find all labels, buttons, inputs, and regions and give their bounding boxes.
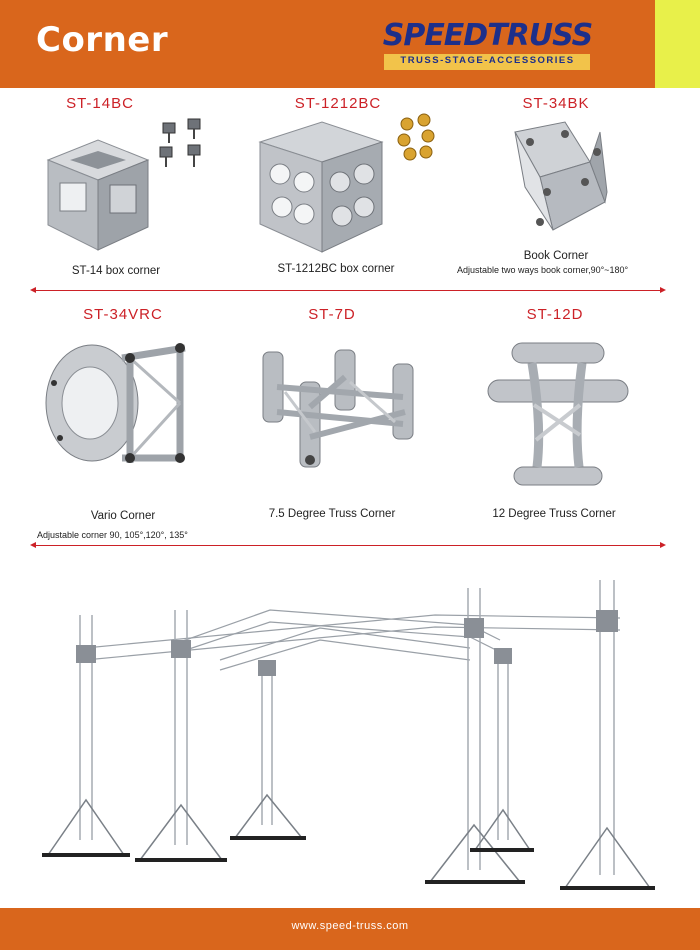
brand-tagline: TRUSS-STAGE-ACCESSORIES (400, 55, 575, 66)
sub-st-34bk: Adjustable two ways book corner,90°~180° (457, 265, 629, 275)
header-bar (0, 0, 700, 88)
product-code-st-1212bc: ST-1212BC (294, 95, 382, 112)
brand-logo (380, 18, 595, 70)
sub-st-34vrc: Adjustable corner 90, 105°,120°, 135° (37, 530, 188, 540)
caption-st-7d: 7.5 Degree Truss Corner (268, 508, 396, 520)
caption-st-34bk: Book Corner (523, 250, 589, 262)
caption-st-34vrc: Vario Corner (90, 510, 156, 522)
page-title: Corner (36, 20, 169, 60)
caption-st-12d: 12 Degree Truss Corner (492, 508, 616, 520)
product-code-st-14bc: ST-14BC (66, 95, 134, 112)
header-accent (655, 0, 700, 88)
divider-arrow-right-2 (660, 542, 666, 548)
caption-st-14bc: ST-14 box corner (71, 265, 161, 277)
product-code-st-12d: ST-12D (526, 306, 584, 323)
product-code-st-34vrc: ST-34VRC (83, 306, 163, 323)
footer-url[interactable]: www.speed-truss.com (291, 920, 409, 932)
divider-arrow-right (660, 287, 666, 293)
row-divider-1 (36, 290, 660, 291)
box-corner-image (38, 115, 228, 255)
vario-corner-image (40, 328, 200, 493)
book-corner-image (485, 112, 625, 247)
box-corner-large-image (252, 112, 472, 257)
degree-7-5-corner-image (255, 342, 425, 482)
footer-bar (0, 908, 700, 950)
product-code-st-7d: ST-7D (308, 306, 356, 323)
brand-name: SPEEDTRUSS (382, 18, 593, 53)
degree-12-corner-image (482, 335, 632, 495)
truss-structure-image (40, 570, 660, 900)
caption-st-1212bc: ST-1212BC box corner (277, 263, 395, 275)
row-divider-2 (36, 545, 660, 546)
product-code-st-34bk: ST-34BK (522, 95, 590, 112)
